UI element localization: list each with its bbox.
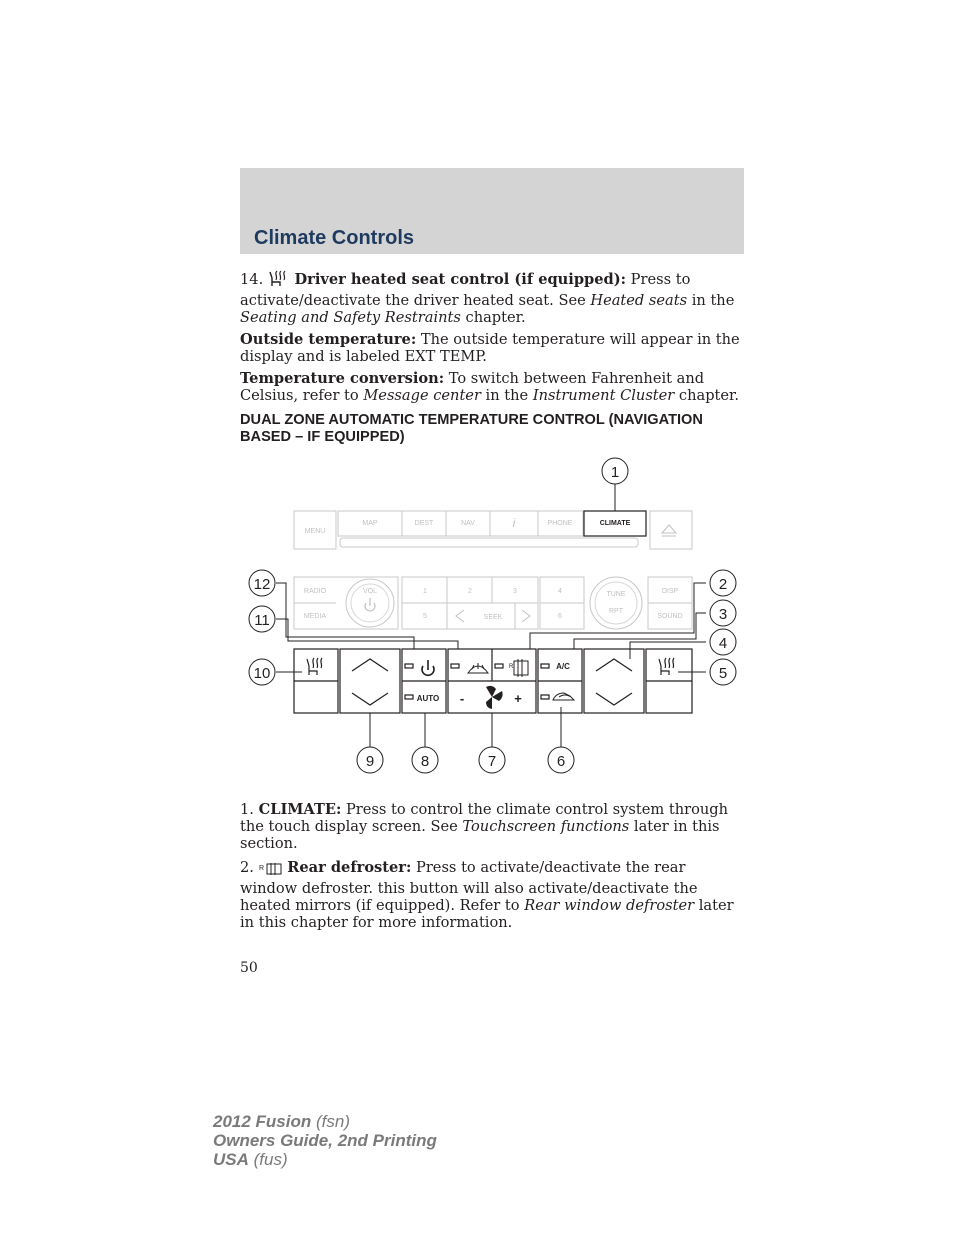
climate-power-icon [422, 660, 434, 675]
footer-model: 2012 Fusion [213, 1112, 312, 1131]
callout-5: 5 [718, 665, 728, 682]
nav-button-label: NAV [461, 520, 475, 527]
outside-temperature-paragraph [240, 331, 740, 365]
tune-knob [590, 577, 642, 629]
nav-button-row [294, 511, 692, 549]
callout-8: 8 [420, 753, 430, 770]
phone-button-label: PHONE [547, 520, 573, 527]
callout-10: 10 [253, 665, 271, 682]
recirculation-icon [553, 693, 574, 700]
numbered-list [240, 801, 740, 931]
rear-defrost-r-label: R [509, 664, 514, 670]
callout-2: 2 [718, 576, 728, 593]
menu-button-label: MENU [304, 528, 326, 535]
chapter-header [240, 168, 744, 254]
fan-minus-label: - [459, 691, 465, 706]
radio-button-label: RADIO [303, 588, 327, 595]
preset-1: 1 [423, 588, 427, 595]
media-button-label: MEDIA [303, 613, 327, 620]
rear-defroster-icon [259, 862, 283, 880]
sound-button-label: SOUND [657, 613, 683, 620]
auto-button-label: AUTO [416, 694, 440, 703]
seek-back-icon [456, 610, 464, 622]
callout-9: 9 [365, 753, 375, 770]
rpt-label: RPT [609, 608, 623, 615]
rear-window-defroster-ref: Rear window defroster [524, 897, 695, 914]
climate-control-diagram [240, 455, 740, 789]
temperature-conversion-label: Temperature conversion: [240, 370, 445, 387]
eject-icon [662, 525, 676, 536]
list-item-1-number: 1. [240, 801, 254, 818]
touchscreen-functions-ref: Touchscreen functions [462, 818, 630, 835]
callout-12: 12 [253, 576, 271, 593]
outside-temperature-label: Outside temperature: [240, 331, 417, 348]
footer-model-code: (fsn) [311, 1112, 350, 1131]
callout-3: 3 [718, 606, 728, 623]
map-button-label: MAP [362, 520, 378, 527]
preset-5: 5 [423, 613, 427, 620]
list-item-2-text: Press to activate/deactivate the rear window defroster. this button will also activate/deactivate the heated mirrors (if equipped). Refer to [240, 859, 698, 914]
instrument-cluster-ref: Instrument Cluster [532, 387, 675, 404]
list-item-1-label: CLIMATE: [258, 801, 342, 818]
right-temp-down-icon [596, 693, 632, 705]
preset-6: 6 [558, 613, 562, 620]
list-item-2-number: 2. [240, 859, 254, 876]
right-temp-up-icon [596, 659, 632, 671]
list-item-2-text-2: later in this chapter for more information. [240, 897, 734, 931]
climate-panel [294, 649, 692, 713]
item-14-paragraph [240, 270, 740, 326]
footer-line-1 [213, 1112, 437, 1131]
fan-icon [486, 686, 503, 709]
audio-controls [294, 577, 692, 629]
callout-11: 11 [254, 612, 270, 629]
heated-seat-icon [268, 270, 290, 292]
temperature-conversion-paragraph [240, 370, 740, 404]
callout-7: 7 [487, 753, 497, 770]
message-center-ref: Message center [363, 387, 481, 404]
ac-button-label: A/C [556, 662, 570, 671]
callout-6: 6 [556, 753, 566, 770]
heated-seats-link: Heated seats [590, 292, 688, 309]
conversion-text: To switch between Fahrenheit and Celsius, refer to [240, 370, 705, 404]
list-item-2 [240, 859, 740, 931]
info-button-label: i [512, 516, 516, 530]
callout-4: 4 [718, 635, 728, 652]
dest-button-label: DEST [414, 520, 434, 527]
rear-defroster-icon-diagram [514, 659, 528, 677]
power-icon [365, 598, 375, 611]
seek-forward-icon [522, 610, 530, 622]
list-item-1 [240, 801, 740, 852]
list-item-1-text-2: later in this section. [240, 818, 720, 852]
list-item-2-label: Rear defroster: [287, 859, 412, 876]
chapter-title: Climate Controls [254, 227, 415, 249]
preset-3: 3 [513, 588, 517, 595]
tune-label: TUNE [606, 591, 626, 598]
list-item-1-text: Press to control the climate control system through the touch display screen. See [240, 801, 728, 835]
outside-temperature-text: The outside temperature will appear in the display and is labeled EXT TEMP. [240, 331, 740, 365]
item-14-text: Press to activate/deactivate the driver heated seat. See [240, 271, 691, 309]
conversion-text-2: in the [480, 387, 533, 404]
left-temp-down-icon [352, 693, 388, 705]
fan-plus-label: + [514, 691, 522, 706]
preset-2: 2 [468, 588, 472, 595]
page-number: 50 [240, 960, 258, 976]
intro-paragraphs [240, 270, 740, 404]
conversion-text-3: chapter. [674, 387, 740, 404]
svg-text:R: R [258, 865, 264, 872]
document-footer [213, 1112, 437, 1169]
footer-line-3 [213, 1150, 437, 1169]
footer-region: USA [213, 1150, 249, 1169]
climate-button-label: CLIMATE [599, 520, 631, 527]
item-14-text-2: in the [687, 292, 735, 309]
left-temp-up-icon [352, 659, 388, 671]
left-heated-seat-icon [307, 658, 322, 675]
seating-restraints-ref: Seating and Safety Restraints [240, 309, 461, 326]
item-14-text-3: chapter. [460, 309, 526, 326]
item-14-label: Driver heated seat control (if equipped): [294, 271, 627, 288]
footer-region-code: (fus) [248, 1150, 288, 1169]
disp-button-label: DISP [661, 588, 679, 595]
section-heading: DUAL ZONE AUTOMATIC TEMPERATURE CONTROL (NAVIGATION BASED – IF EQUIPPED) [240, 412, 703, 445]
right-heated-seat-icon [659, 658, 674, 675]
item-14-number: 14. [240, 271, 264, 288]
seek-label: SEEK [483, 614, 503, 621]
preset-4: 4 [558, 588, 562, 595]
volume-label: VOL [362, 588, 378, 595]
windshield-defrost-icon [468, 663, 488, 673]
callout-1: 1 [610, 464, 620, 481]
footer-line-2: Owners Guide, 2nd Printing [213, 1131, 437, 1150]
